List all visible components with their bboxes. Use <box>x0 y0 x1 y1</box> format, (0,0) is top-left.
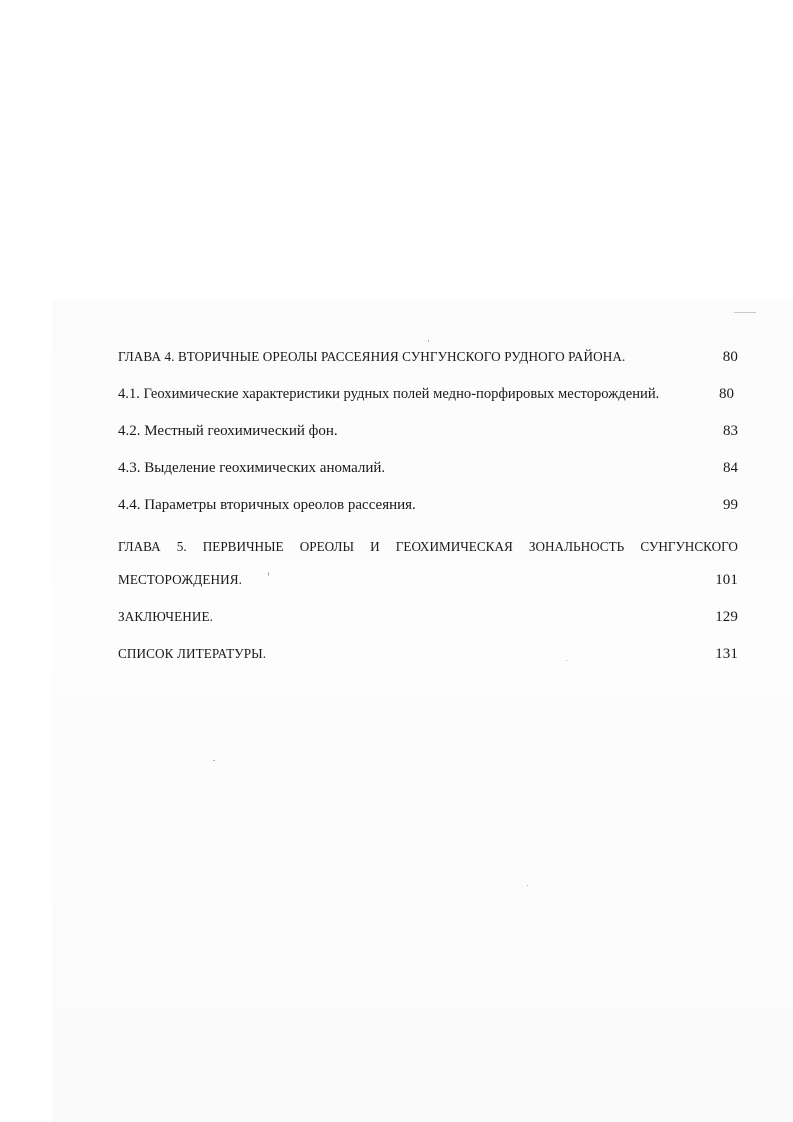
scan-speck <box>213 760 215 761</box>
toc-entry-page: 84 <box>723 460 738 476</box>
toc-entry-4-2 <box>118 419 738 443</box>
toc-entry-title: 4.3. Выделение геохимических аномалий. <box>118 460 386 476</box>
toc-entry-title: ГЛАВА 4. ВТОРИЧНЫЕ ОРЕОЛЫ РАССЕЯНИЯ СУНГУНСКОГО РУДНОГО РАЙОНА. <box>118 349 626 364</box>
scan-speck <box>428 340 429 342</box>
toc-entry-title-continuation: МЕСТОРОЖДЕНИЯ. <box>118 572 243 587</box>
toc-entry-page: 99 <box>723 497 738 513</box>
toc-entry-references <box>118 642 738 666</box>
toc-word: И <box>370 539 380 554</box>
toc-word: ЗОНАЛЬНОСТЬ <box>528 539 625 554</box>
toc-word: ПЕРВИЧНЫЕ <box>202 539 284 554</box>
toc-entry-title: СПИСОК ЛИТЕРАТУРЫ. <box>118 646 267 661</box>
toc-word: ГЕОХИМИЧЕСКАЯ <box>395 539 513 554</box>
scan-speck <box>268 572 269 576</box>
toc-word: СУНГУНСКОГО <box>640 539 738 554</box>
toc-entry-title: 4.1. Геохимические характеристики рудных полей медно-порфировых месторождений. <box>118 386 660 402</box>
toc-entry-4-3 <box>118 456 738 480</box>
toc-entry-title: 4.4. Параметры вторичных ореолов рассеяния. <box>118 497 416 513</box>
toc-entry-title: ЗАКЛЮЧЕНИЕ. <box>118 609 214 624</box>
toc-entry-chapter-5-line-2 <box>118 568 738 592</box>
toc-entry-page: 129 <box>715 609 738 625</box>
toc-word: ОРЕОЛЫ <box>299 539 354 554</box>
toc-entry-page: 83 <box>723 423 738 439</box>
toc-entry-4-1 <box>118 382 738 406</box>
scan-speck <box>734 312 756 313</box>
toc-entry-chapter-5-line-1 <box>118 535 738 559</box>
toc-entry-4-4 <box>118 493 738 517</box>
toc-word: ГЛАВА <box>118 539 161 554</box>
scan-speck <box>566 660 567 661</box>
toc-entry-page: 80 <box>719 386 734 402</box>
toc-entry-page: 101 <box>715 572 738 588</box>
toc-entry-title: 4.2. Местный геохимический фон. <box>118 423 338 439</box>
toc-word: 5. <box>176 539 187 554</box>
toc-entry-conclusion <box>118 605 738 629</box>
toc-entry-chapter-4 <box>118 345 738 369</box>
scan-speck <box>527 885 528 886</box>
toc-entry-page: 80 <box>722 349 738 365</box>
toc-entry-page: 131 <box>715 646 738 662</box>
